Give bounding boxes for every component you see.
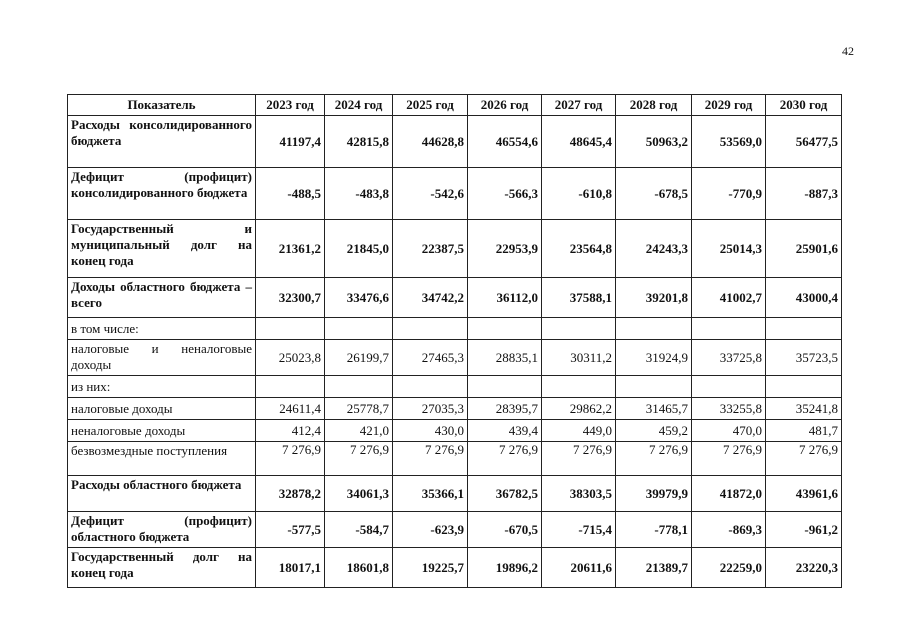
row-label: из них: <box>68 376 256 398</box>
table-row <box>68 442 842 476</box>
table-cell-value: -869,3 <box>692 512 766 548</box>
table-cell-value: -670,5 <box>468 512 542 548</box>
row-label: безвозмездные поступления <box>68 442 256 476</box>
table-cell-value: -488,5 <box>256 168 325 220</box>
table-cell-value: 21389,7 <box>616 548 692 588</box>
table-cell-value: 7 276,9 <box>616 442 692 476</box>
table-cell-value: 50963,2 <box>616 116 692 168</box>
table-cell-value <box>542 376 616 398</box>
table-row <box>68 168 842 220</box>
table-cell-value: 33255,8 <box>692 398 766 420</box>
table-row <box>68 278 842 318</box>
table-cell-value <box>766 376 842 398</box>
table-cell-value: -584,7 <box>325 512 393 548</box>
table-cell-value: 7 276,9 <box>393 442 468 476</box>
table-cell-value: 56477,5 <box>766 116 842 168</box>
table-cell-value: 7 276,9 <box>692 442 766 476</box>
table-row <box>68 340 842 376</box>
table-cell-value: 21361,2 <box>256 220 325 278</box>
table-cell-value: 25778,7 <box>325 398 393 420</box>
table-cell-value <box>616 318 692 340</box>
table-cell-value: 19896,2 <box>468 548 542 588</box>
table-cell-value: 20611,6 <box>542 548 616 588</box>
table-row <box>68 420 842 442</box>
table-cell-value: 28395,7 <box>468 398 542 420</box>
table-cell-value: 36782,5 <box>468 476 542 512</box>
column-header-indicator: Показатель <box>68 95 256 116</box>
table-cell-value: 42815,8 <box>325 116 393 168</box>
table-cell-value <box>256 318 325 340</box>
column-header-year: 2025 год <box>393 95 468 116</box>
table-cell-value: 34061,3 <box>325 476 393 512</box>
table-cell-value: -678,5 <box>616 168 692 220</box>
table-cell-value: 29862,2 <box>542 398 616 420</box>
column-header-year: 2024 год <box>325 95 393 116</box>
row-label: Расходы консолидированного бюджета <box>68 116 256 168</box>
table-cell-value: -623,9 <box>393 512 468 548</box>
row-label: Расходы областного бюджета <box>68 476 256 512</box>
table-cell-value: 31924,9 <box>616 340 692 376</box>
table-cell-value <box>393 376 468 398</box>
table-cell-value: 22953,9 <box>468 220 542 278</box>
table-cell-value: 26199,7 <box>325 340 393 376</box>
column-header-year: 2029 год <box>692 95 766 116</box>
table-cell-value <box>325 318 393 340</box>
table-cell-value: 32878,2 <box>256 476 325 512</box>
table-cell-value: -542,6 <box>393 168 468 220</box>
column-header-year: 2023 год <box>256 95 325 116</box>
row-label: неналоговые доходы <box>68 420 256 442</box>
table-cell-value: -610,8 <box>542 168 616 220</box>
table-cell-value: 25901,6 <box>766 220 842 278</box>
table-cell-value: 46554,6 <box>468 116 542 168</box>
table-cell-value: 22387,5 <box>393 220 468 278</box>
row-label: Государственный и муниципальный долг на конец года <box>68 220 256 278</box>
table-row <box>68 476 842 512</box>
table-cell-value: 459,2 <box>616 420 692 442</box>
table-cell-value: 48645,4 <box>542 116 616 168</box>
table-row <box>68 318 842 340</box>
table-cell-value <box>325 376 393 398</box>
table-row <box>68 116 842 168</box>
budget-forecast-table <box>67 94 842 588</box>
table-cell-value: 53569,0 <box>692 116 766 168</box>
row-label: Государственный долг на конец года <box>68 548 256 588</box>
table-cell-value: 39979,9 <box>616 476 692 512</box>
table-cell-value: 19225,7 <box>393 548 468 588</box>
table-row <box>68 512 842 548</box>
table-cell-value: 24611,4 <box>256 398 325 420</box>
table-cell-value: 41872,0 <box>692 476 766 512</box>
table-cell-value: 38303,5 <box>542 476 616 512</box>
table-cell-value: 7 276,9 <box>766 442 842 476</box>
column-header-year: 2028 год <box>616 95 692 116</box>
table-cell-value: 439,4 <box>468 420 542 442</box>
table-cell-value: 24243,3 <box>616 220 692 278</box>
table-cell-value: -566,3 <box>468 168 542 220</box>
table-cell-value: 27035,3 <box>393 398 468 420</box>
table-cell-value <box>766 318 842 340</box>
table-cell-value: -577,5 <box>256 512 325 548</box>
table-cell-value <box>393 318 468 340</box>
table-cell-value: 43961,6 <box>766 476 842 512</box>
table-cell-value: 35723,5 <box>766 340 842 376</box>
table-cell-value: 39201,8 <box>616 278 692 318</box>
table-cell-value: -770,9 <box>692 168 766 220</box>
table-cell-value <box>616 376 692 398</box>
table-cell-value: 412,4 <box>256 420 325 442</box>
table-cell-value: -887,3 <box>766 168 842 220</box>
table-cell-value: 7 276,9 <box>325 442 393 476</box>
table-cell-value: 23220,3 <box>766 548 842 588</box>
table-cell-value: -483,8 <box>325 168 393 220</box>
table-cell-value: 37588,1 <box>542 278 616 318</box>
table-cell-value: 430,0 <box>393 420 468 442</box>
table-cell-value: 33725,8 <box>692 340 766 376</box>
column-header-year: 2030 год <box>766 95 842 116</box>
column-header-year: 2027 год <box>542 95 616 116</box>
table-cell-value <box>468 318 542 340</box>
table-cell-value: 43000,4 <box>766 278 842 318</box>
table-cell-value <box>542 318 616 340</box>
table-row <box>68 376 842 398</box>
table-cell-value: 481,7 <box>766 420 842 442</box>
table-cell-value: 27465,3 <box>393 340 468 376</box>
table-cell-value <box>692 376 766 398</box>
table-cell-value: 7 276,9 <box>542 442 616 476</box>
table-cell-value: 25023,8 <box>256 340 325 376</box>
table-cell-value: -715,4 <box>542 512 616 548</box>
row-label: в том числе: <box>68 318 256 340</box>
table-cell-value: -778,1 <box>616 512 692 548</box>
table-cell-value: 36112,0 <box>468 278 542 318</box>
table-header-row <box>68 95 842 116</box>
table-cell-value: 21845,0 <box>325 220 393 278</box>
table-cell-value <box>692 318 766 340</box>
table-cell-value: 22259,0 <box>692 548 766 588</box>
table-cell-value: 7 276,9 <box>468 442 542 476</box>
table-cell-value: 28835,1 <box>468 340 542 376</box>
table-cell-value: -961,2 <box>766 512 842 548</box>
column-header-year: 2026 год <box>468 95 542 116</box>
row-label: Дефицит (профицит) областного бюджета <box>68 512 256 548</box>
table-cell-value <box>468 376 542 398</box>
table-cell-value: 41197,4 <box>256 116 325 168</box>
table-cell-value: 32300,7 <box>256 278 325 318</box>
table-cell-value: 31465,7 <box>616 398 692 420</box>
table-cell-value: 35241,8 <box>766 398 842 420</box>
table-cell-value: 44628,8 <box>393 116 468 168</box>
table-cell-value: 35366,1 <box>393 476 468 512</box>
table-cell-value: 421,0 <box>325 420 393 442</box>
table-cell-value: 18017,1 <box>256 548 325 588</box>
page-number: 42 <box>842 44 854 58</box>
table-row <box>68 220 842 278</box>
table-cell-value <box>256 376 325 398</box>
table-cell-value: 25014,3 <box>692 220 766 278</box>
table-cell-value: 41002,7 <box>692 278 766 318</box>
table-row <box>68 398 842 420</box>
table-cell-value: 34742,2 <box>393 278 468 318</box>
table-cell-value: 449,0 <box>542 420 616 442</box>
table-cell-value: 33476,6 <box>325 278 393 318</box>
row-label: Дефицит (профицит) консолидированного бюджета <box>68 168 256 220</box>
row-label: Доходы областного бюджета – всего <box>68 278 256 318</box>
table-cell-value: 18601,8 <box>325 548 393 588</box>
table-cell-value: 23564,8 <box>542 220 616 278</box>
table-cell-value: 30311,2 <box>542 340 616 376</box>
table-cell-value: 7 276,9 <box>256 442 325 476</box>
table-row <box>68 548 842 588</box>
row-label: налоговые и неналоговые доходы <box>68 340 256 376</box>
row-label: налоговые доходы <box>68 398 256 420</box>
table-cell-value: 470,0 <box>692 420 766 442</box>
